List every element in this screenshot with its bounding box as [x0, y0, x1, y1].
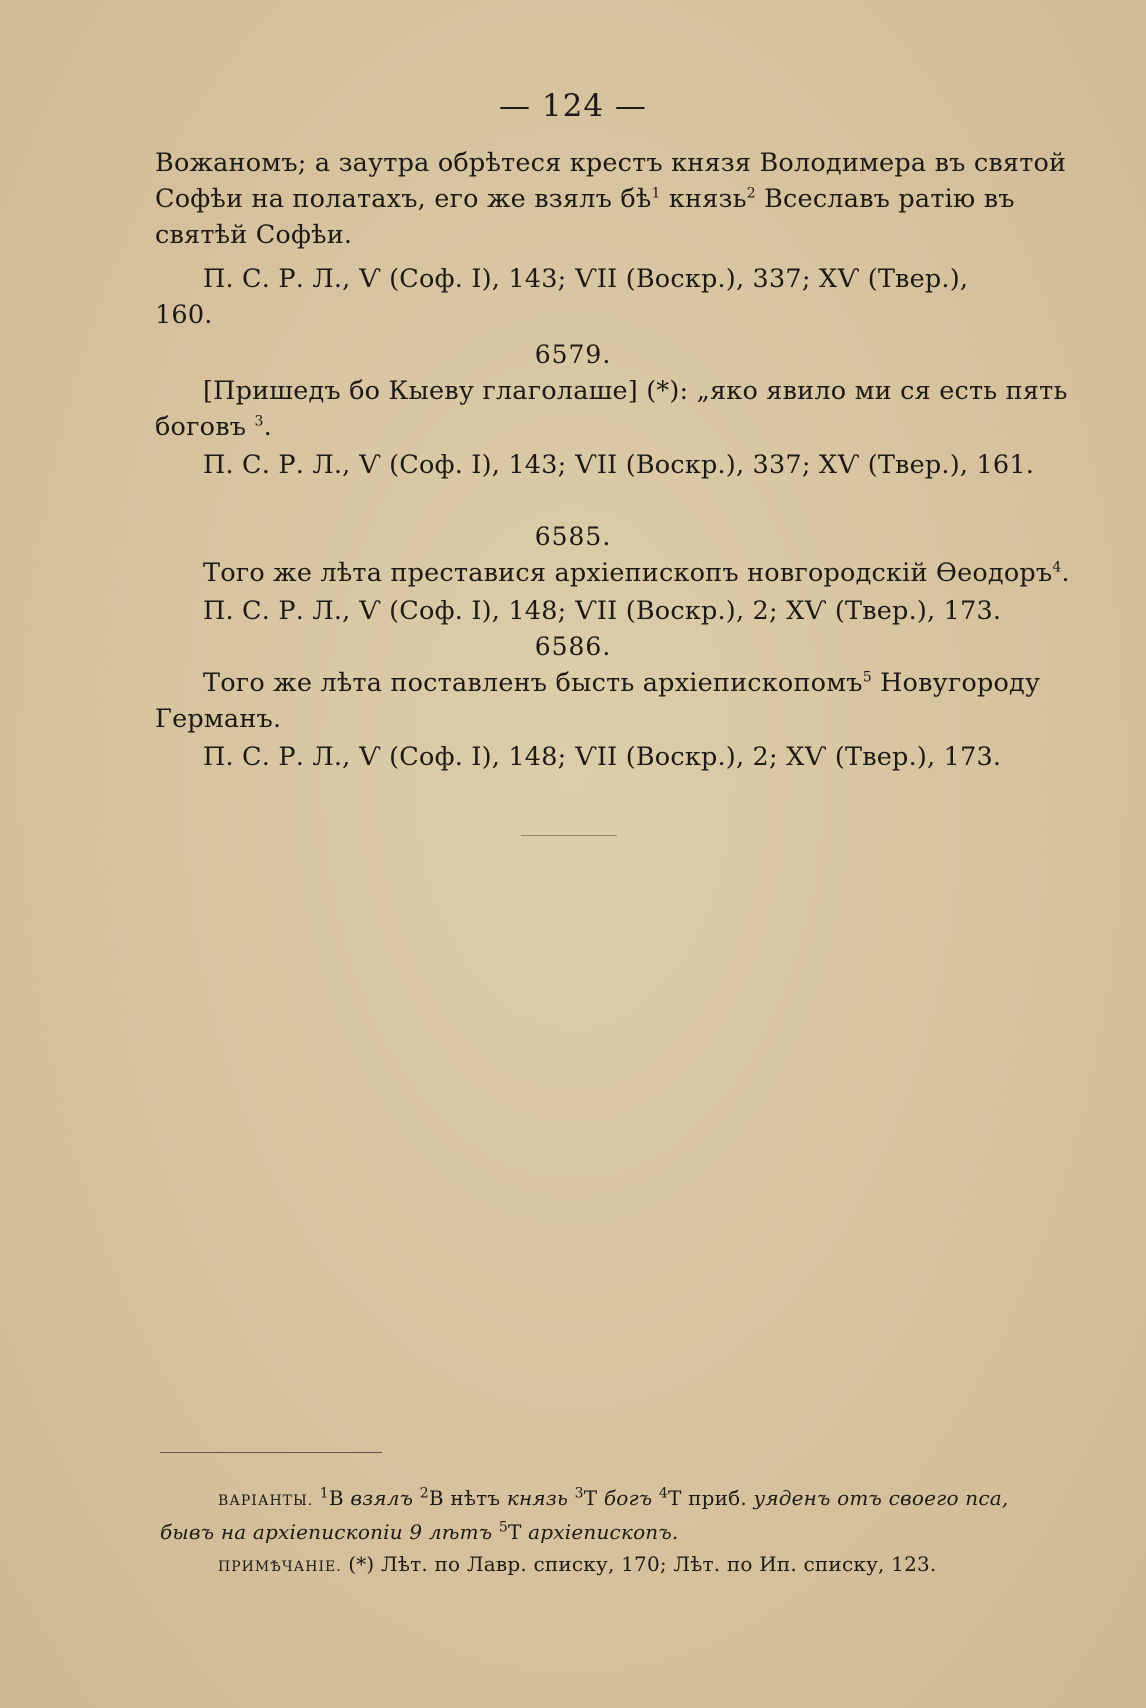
- entry-line: [Пришедъ бо Кыеву глаголаше] (*): „яко явило ми ся есть пять: [203, 376, 1068, 406]
- text-line: Софѣи на полатахъ, его же взялъ $бѣ^1$ князь$^2$ Всеславъ ратію въ: [155, 184, 1015, 214]
- footnote-note: ПРИМѢЧАНІЕ. (*) Лѣт. по Лавр. списку, 170; Лѣт. по Ип. списку, 123.: [218, 1552, 937, 1576]
- year-heading: 6579.: [534, 340, 612, 369]
- reference-line: П. С. Р. Л., Ѵ (Соф. I), 143; ѴII (Воскр.), 337; ХѴ (Твер.),: [203, 264, 969, 294]
- entry-line: Того же лѣта поставленъ бысть архіепископомъ$^5$ Новугороду: [203, 668, 1041, 698]
- footnote-divider: [160, 1452, 382, 1453]
- entry-line: Германъ.: [155, 704, 282, 734]
- year-heading: 6585.: [534, 522, 612, 551]
- reference-line: П. С. Р. Л., Ѵ (Соф. I), 143; ѴII (Воскр.), 337; ХѴ (Твер.), 161.: [203, 450, 1035, 480]
- reference-line: 160.: [155, 300, 213, 330]
- footnote-marker: 4: [1052, 559, 1062, 576]
- year-heading: 6586.: [534, 632, 612, 661]
- footnote-marker: 2: [746, 185, 756, 202]
- section-divider: [521, 835, 617, 836]
- footnote-marker: 1: [651, 185, 661, 202]
- entry-line: боговъ $^3$.: [155, 412, 272, 442]
- footnote-marker: 3: [254, 413, 264, 430]
- text-line: Вожаномъ; а заутра обрѣтеся крестъ князя Володимера въ святой: [155, 148, 1067, 178]
- entry-line: Того же лѣта преставися архіепископъ новгородскій Ѳеодоръ$^4$.: [203, 558, 1070, 588]
- footnote-marker: 5: [862, 669, 872, 686]
- reference-line: П. С. Р. Л., Ѵ (Соф. I), 148; ѴII (Воскр.), 2; ХѴ (Твер.), 173.: [203, 742, 1002, 772]
- page-number: — 124 —: [499, 88, 647, 124]
- reference-line: П. С. Р. Л., Ѵ (Соф. I), 148; ѴII (Воскр.), 2; ХѴ (Твер.), 173.: [203, 596, 1002, 626]
- footnote-variants: ВАРІАНТЫ. $^1$В взялъ $^2$В нѣтъ князь $^3$Т богъ $^4$Т приб. уяденъ отъ своего пса,: [218, 1485, 1009, 1510]
- text-line: святѣй Софѣи.: [155, 220, 353, 250]
- footnote-variants-cont: бывъ на архіепископіи 9 лѣтъ $^5$Т архіепископъ.: [160, 1519, 679, 1544]
